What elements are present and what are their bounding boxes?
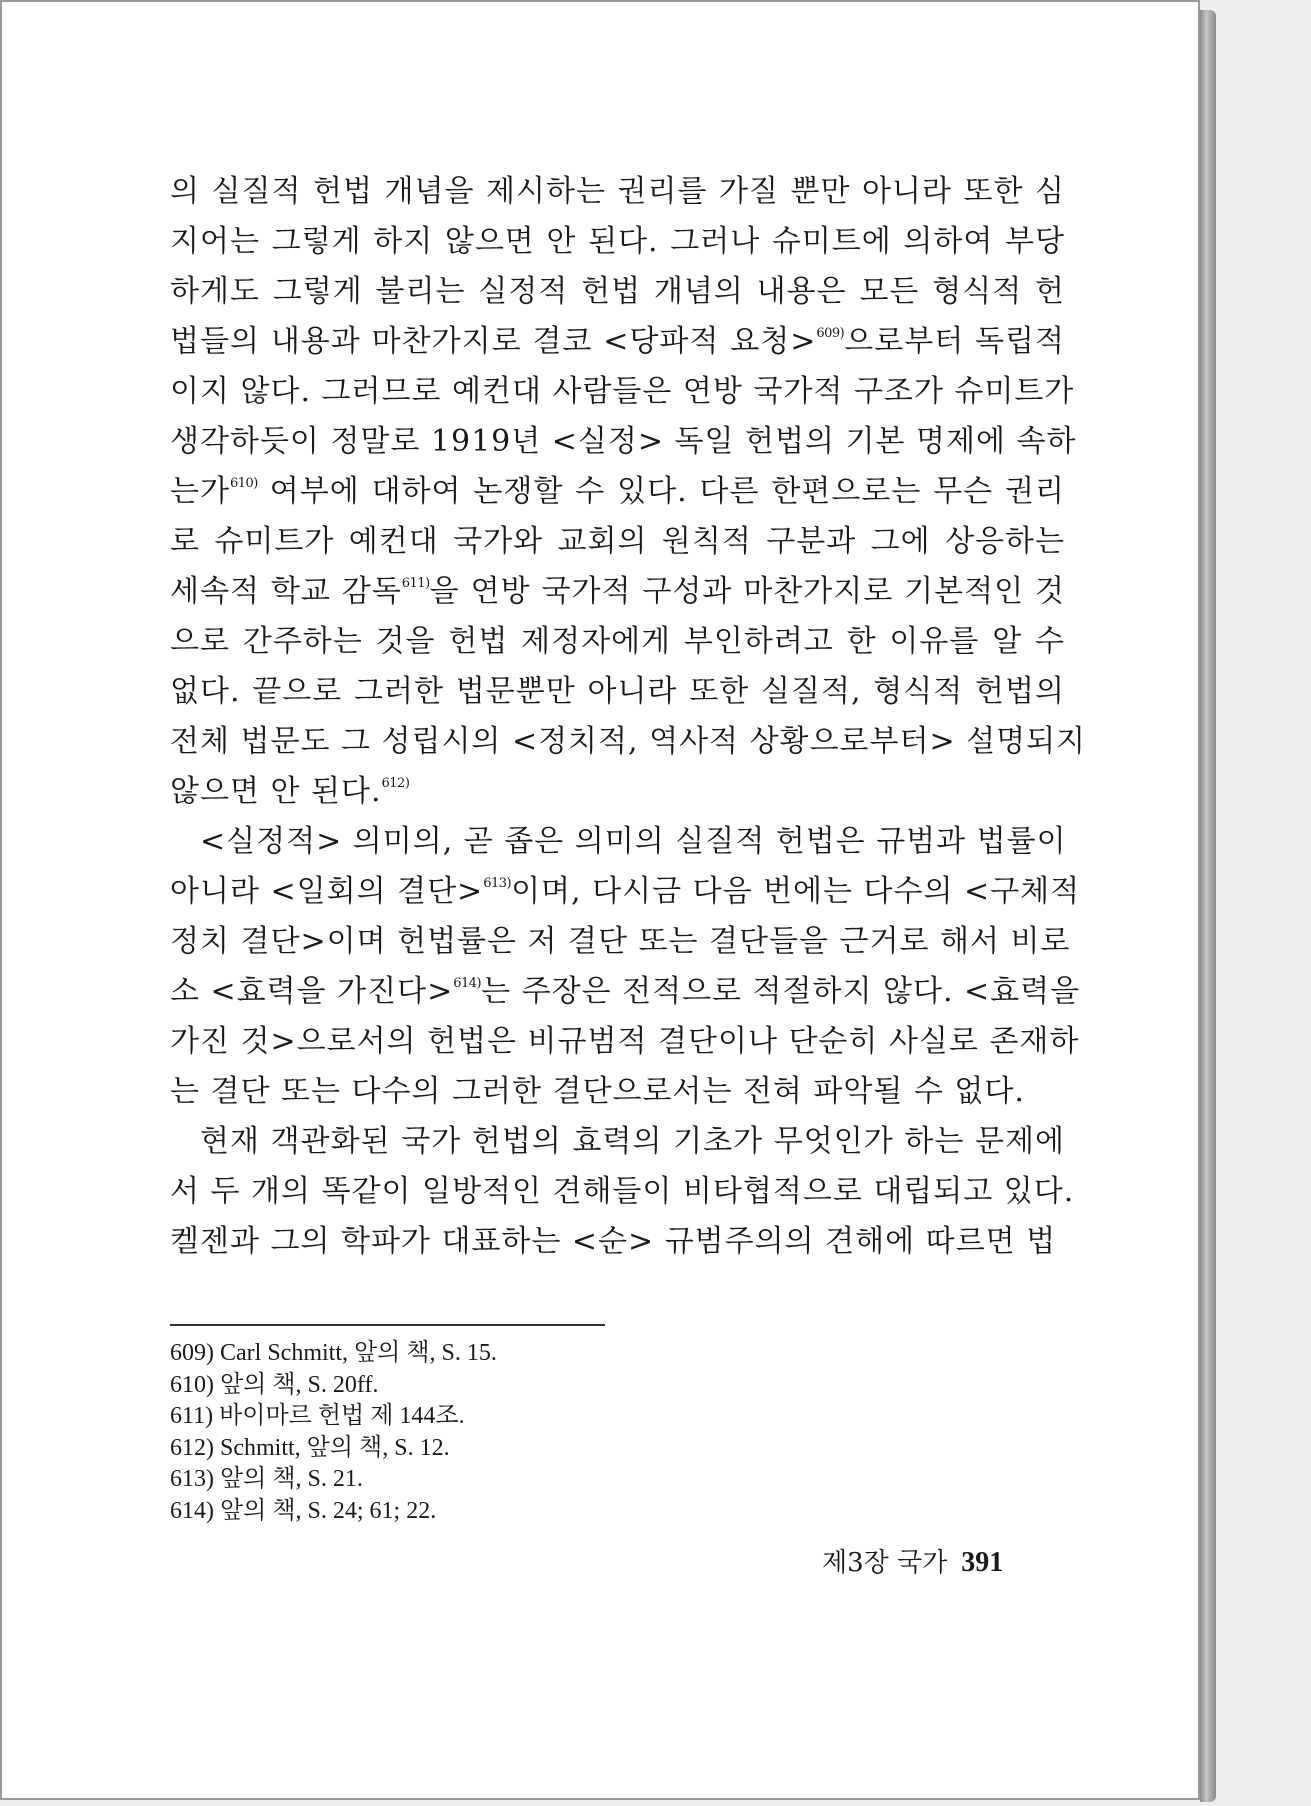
text-line: 지어는 그렇게 하지 않으면 안 된다. 그러나 슈미트에 의하여 부당: [170, 224, 1065, 259]
text-line: 아니라 <일회의 결단>$^{613)}$이며, 다시금 다음 번에는 다수의 <구체적: [170, 874, 1081, 909]
text-line: 소 <효력을 가진다>$^{614)}$는 주장은 전적으로 적절하지 않다. <효력을: [170, 974, 1081, 1009]
footnote-613: 613) 앞의 책, S. 21.: [170, 1466, 363, 1492]
footnote-609: 609) Carl Schmitt, 앞의 책, S. 15.: [170, 1340, 497, 1366]
footnote-separator: [170, 1324, 605, 1326]
text-line: 법들의 내용과 마찬가지로 결코 <당파적 요청>$^{609)}$으로부터 독립적: [170, 324, 1065, 359]
text-line: 는가$^{610)}$ 여부에 대하여 논쟁할 수 있다. 다른 한편으로는 무슨 권리: [170, 474, 1065, 509]
text-line: 켈젠과 그의 학파가 대표하는 <순> 규범주의의 견해에 따르면 법: [170, 1224, 1057, 1259]
paragraph-3: [170, 1117, 1075, 1267]
page-edge: [1200, 10, 1216, 1802]
text-line: 는 결단 또는 다수의 그러한 결단으로서는 전혀 파악될 수 없다.: [170, 1074, 1025, 1109]
text-line: 으로 간주하는 것을 헌법 제정자에게 부인하려고 한 이유를 알 수: [170, 624, 1065, 659]
paragraph-1: [170, 167, 1087, 817]
text-line: <실정적> 의미의, 곧 좁은 의미의 실질적 헌법은 규범과 법률이: [200, 824, 1067, 859]
text-line: 이지 않다. 그러므로 예컨대 사람들은 연방 국가적 구조가 슈미트가: [170, 374, 1075, 409]
footnote-marker: 613): [483, 876, 512, 891]
text-line: 의 실질적 헌법 개념을 제시하는 권리를 가질 뿐만 아니라 또한 심: [170, 174, 1065, 209]
text-line: 현재 객관화된 국가 헌법의 효력의 기초가 무엇인가 하는 문제에: [200, 1124, 1065, 1159]
text-line: 정치 결단>이며 헌법률은 저 결단 또는 결단들을 근거로 해서 비로: [170, 924, 1071, 959]
text-line: 세속적 학교 감독$^{611)}$을 연방 국가적 구성과 마찬가지로 기본적인 것: [170, 574, 1065, 609]
footnote-614: 614) 앞의 책, S. 24; 61; 22.: [170, 1497, 437, 1524]
footnotes: [170, 1338, 497, 1527]
text-line: 가진 것>으로서의 헌법은 비규범적 결단이나 단순히 사실로 존재하: [170, 1024, 1080, 1059]
page-number: 391: [961, 1547, 1004, 1578]
footnote-marker: 610): [229, 476, 258, 491]
text-line: 서 두 개의 똑같이 일방적인 견해들이 비타협적으로 대립되고 있다.: [170, 1174, 1075, 1209]
footnote-611: 611) 바이마르 헌법 제 144조.: [170, 1403, 465, 1429]
text-line: 로 슈미트가 예컨대 국가와 교회의 원칙적 구분과 그에 상응하는: [170, 524, 1065, 559]
footnote-marker: 614): [453, 976, 482, 991]
chapter-title: 제3장 국가: [822, 1548, 948, 1578]
text-line: 전체 법문도 그 성립시의 <정치적, 역사적 상황으로부터> 설명되지: [170, 724, 1087, 759]
footnote-marker: 611): [401, 576, 430, 591]
text-line: 하게도 그렇게 불리는 실정적 헌법 개념의 내용은 모든 형식적 헌: [170, 274, 1065, 309]
paragraph-2: [170, 817, 1081, 1117]
text-line: 않으면 안 된다.$^{612)}$: [170, 774, 410, 809]
footnote-marker: 609): [816, 326, 845, 341]
main-text: [170, 167, 1087, 1267]
text-line: 생각하듯이 정말로 1919년 <실정> 독일 헌법의 기본 명제에 속하: [170, 424, 1077, 459]
text-line: 없다. 끝으로 그러한 법문뿐만 아니라 또한 실질적, 형식적 헌법의: [170, 674, 1065, 709]
footnote-612: 612) Schmitt, 앞의 책, S. 12.: [170, 1434, 450, 1461]
running-footer: [822, 1542, 1003, 1579]
footnote-610: 610) 앞의 책, S. 20ff.: [170, 1371, 379, 1398]
footnote-marker: 612): [381, 776, 410, 791]
